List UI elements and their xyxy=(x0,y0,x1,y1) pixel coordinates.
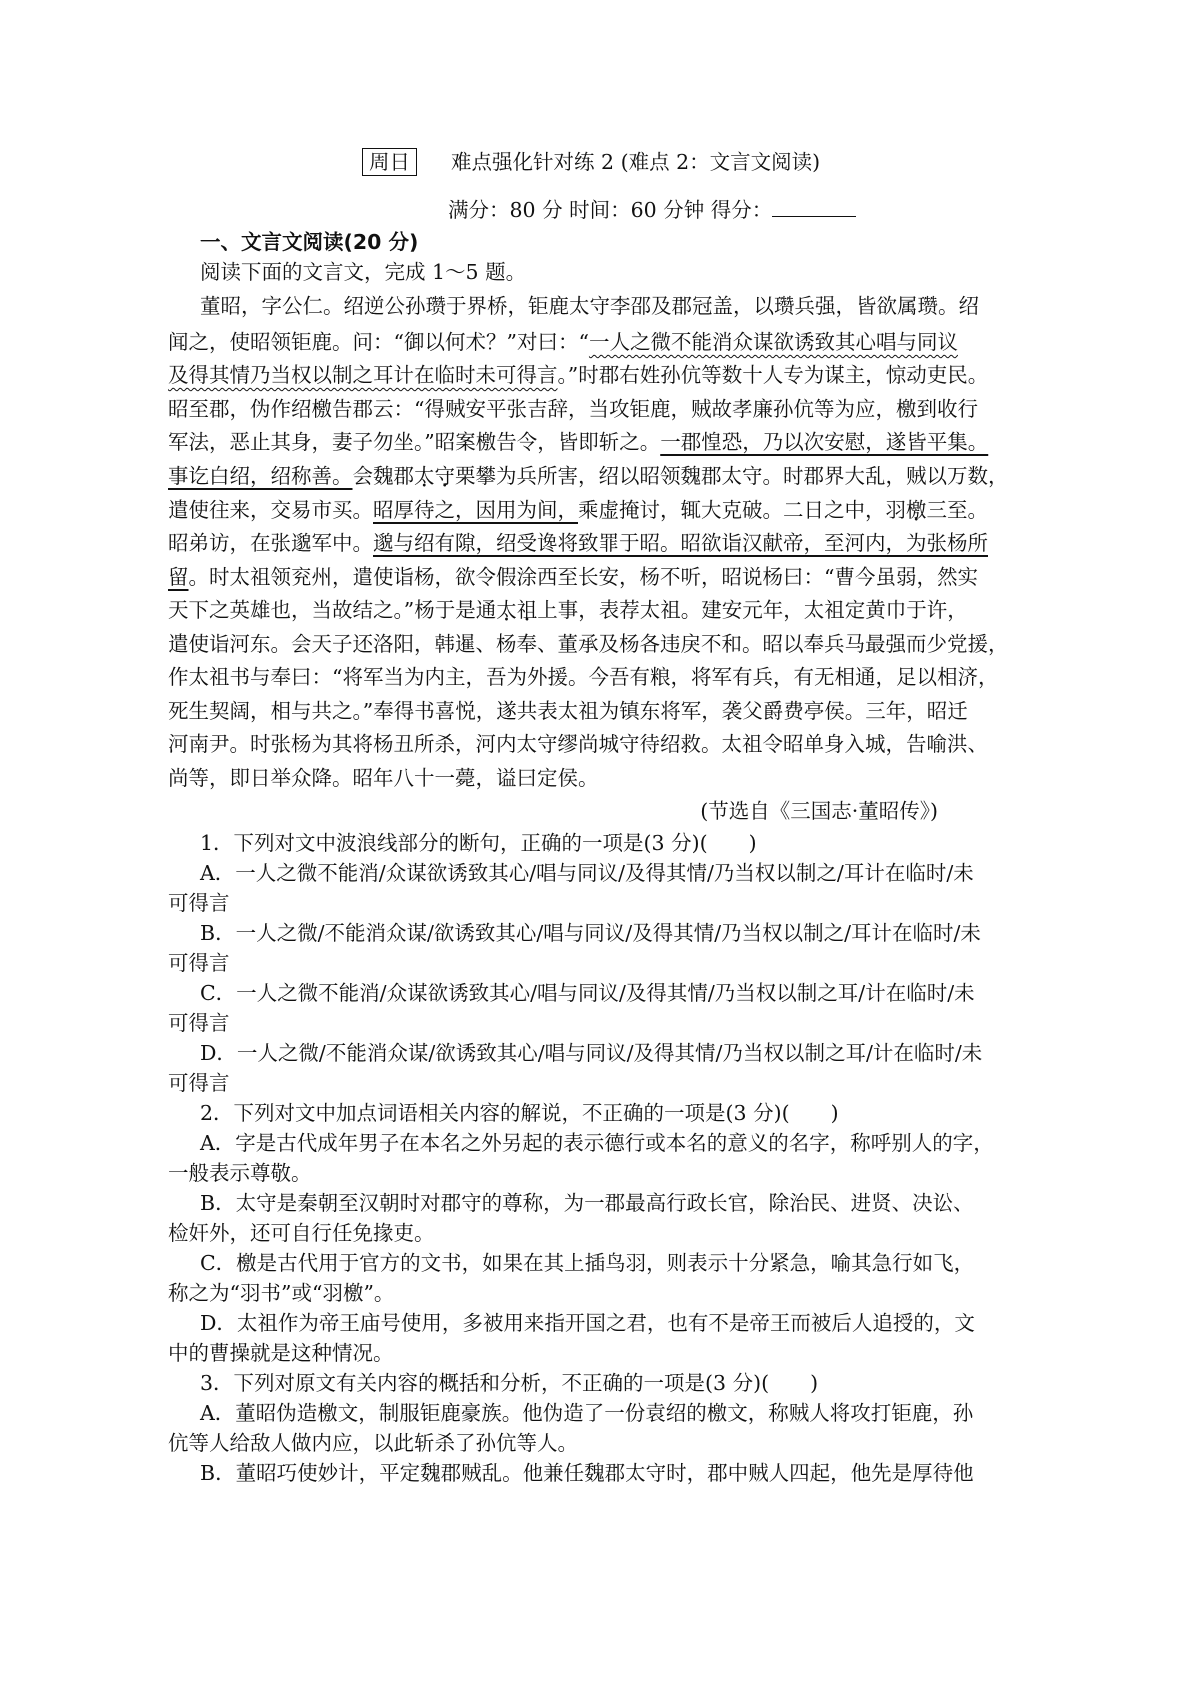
passage-line: 尚等，即日举众降。昭年八十一薨，谥曰定侯。 xyxy=(168,766,599,790)
passage-text: 遣使往来，交易市买。 xyxy=(168,498,373,522)
q3-option-a: A．董昭伪造檄文，制服钜鹿豪族。他伪造了一份袁绍的檄文，称贼人将攻打钜鹿，孙 xyxy=(200,1401,974,1425)
dotted-word: 太 xyxy=(496,598,517,622)
question-2-stem: 2．下列对文中加点词语相关内容的解说，不正确的一项是(3 分)( ) xyxy=(200,1101,839,1125)
wavy-underlined-sentence: 一人之微不能消众谋欲诱致其心唱与同议 xyxy=(588,330,958,354)
q1-option-d: D．一人之微/不能消众谋/欲诱致其心/唱与同议/及得其情/乃当权以制之耳/计在临时/未 xyxy=(200,1041,983,1065)
question-3-stem: 3．下列对原文有关内容的概括和分析，不正确的一项是(3 分)( ) xyxy=(200,1371,819,1395)
page-header xyxy=(362,148,820,176)
reading-instruction: 阅读下面的文言文，完成 1～5 题。 xyxy=(200,260,527,284)
dotted-word: 祖 xyxy=(516,598,538,622)
passage-line xyxy=(168,596,968,624)
q2-option-d: D．太祖作为帝王庙号使用，多被用来指开国之君，也有不是帝王而被后人追授的，文 xyxy=(200,1311,975,1335)
underlined-sentence: 昭厚待之，因用为间， xyxy=(373,498,578,522)
passage-line xyxy=(168,529,988,557)
passage-text: 上事，表荐太祖。建安元年，太祖定黄巾于许， xyxy=(537,598,968,622)
q2-option-b: B．太守是秦朝至汉朝时对郡守的尊称，为一郡最高行政长官，除治民、进贤、决讼、 xyxy=(200,1191,974,1215)
q3-option-b: B．董昭巧使妙计，平定魏郡贼乱。他兼任魏郡太守时，郡中贼人四起，他先是厚待他 xyxy=(200,1461,974,1485)
passage-line: 遣使诣河东。会天子还洛阳，韩暹、杨奉、董承及杨各违戾不和。昭以奉兵马最强而少党援， xyxy=(168,632,1009,656)
q1-option-c-cont: 可得言 xyxy=(168,1011,230,1035)
section-heading: 一、文言文阅读(20 分) xyxy=(200,230,419,254)
passage-line: 作太祖书与奉曰：“将军当为内主，吾为外援。今吾有粮，将军有兵，有无相通，足以相济， xyxy=(168,665,999,689)
q2-option-d-cont: 中的曹操就是这种情况。 xyxy=(168,1341,394,1365)
dotted-word: 守 xyxy=(434,464,455,488)
passage-line xyxy=(168,563,978,591)
question-1-stem: 1．下列对文中波浪线部分的断句，正确的一项是(3 分)( ) xyxy=(200,831,757,855)
passage-text: 闻之，使昭领钜鹿。问：“御以何术？”对曰：“ xyxy=(168,330,589,354)
passage-source: (节选自《三国志·董昭传》) xyxy=(700,799,938,823)
score-blank xyxy=(772,196,856,217)
q1-option-b-cont: 可得言 xyxy=(168,951,230,975)
dotted-word: 太 xyxy=(414,464,435,488)
q2-option-b-cont: 检奸外，还可自行任免掾吏。 xyxy=(168,1221,435,1245)
passage-line: 董昭，字公仁。绍逆公孙瓒于界桥，钜鹿太守李邵及郡冠盖，以瓒兵强，皆欲属瓒。绍 xyxy=(200,294,979,318)
passage-text: 军法，恶止其身，妻子勿坐。”昭案檄告令，皆即斩之。 xyxy=(168,430,661,454)
passage-line xyxy=(168,361,988,389)
passage-line: 河南尹。时张杨为其将杨丑所杀，河内太守缪尚城守待绍救。太祖令昭单身入城，告喻洪、 xyxy=(168,732,988,756)
score-line xyxy=(448,196,856,224)
q2-option-a: A．字是古代成年男子在本名之外另起的表示德行或本名的意义的名字，称呼别人的字， xyxy=(200,1131,994,1155)
page-title: 难点强化针对练 2 (难点 2：文言文阅读) xyxy=(451,150,821,174)
passage-line xyxy=(168,462,1009,490)
score-line-text: 满分：80 分 时间：60 分钟 得分： xyxy=(448,198,773,222)
passage-line xyxy=(168,328,958,356)
underlined-sentence: 事讫白绍，绍称善。 xyxy=(168,464,353,488)
q2-option-a-cont: 一般表示尊敬。 xyxy=(168,1161,312,1185)
passage-text: 。”时郡右姓孙伉等数十人专为谋主，惊动吏民。 xyxy=(557,363,989,387)
q3-option-a-cont: 伉等人给敌人做内应，以此斩杀了孙伉等人。 xyxy=(168,1431,578,1455)
passage-text: 昭弟访，在张邈军中。 xyxy=(168,531,373,555)
dotted-word: 檄 xyxy=(906,498,927,522)
q1-option-c: C．一人之微不能消/众谋欲诱致其心/唱与同议/及得其情/乃当权以制之耳/计在临时/未 xyxy=(200,981,975,1005)
passage-text: 天下之英雄也，当故结之。”杨于是通 xyxy=(168,598,497,622)
q1-option-a: A．一人之微不能消/众谋欲诱致其心/唱与同议/及得其情/乃当权以制之/耳计在临时/未 xyxy=(200,861,974,885)
passage-text: 会魏郡 xyxy=(352,464,414,488)
passage-text: 乘虚掩讨，辄大克破。二日之中，羽 xyxy=(578,498,906,522)
underlined-sentence: 邈与绍有隙，绍受谗将致罪于昭。昭欲诣汉献帝，至河内，为张杨所 xyxy=(373,531,988,555)
passage-text: 三至。 xyxy=(926,498,988,522)
passage-line: 死生契阔，相与共之。”奉得书喜悦，遂共表太祖为镇东将军，袭父爵费亭侯。三年，昭迁 xyxy=(168,699,968,723)
passage-text: 。时太祖领兖州，遣使诣杨，欲令假涂西至长安，杨不听，昭说杨曰：“曹今虽弱，然实 xyxy=(188,565,978,589)
wavy-underlined-sentence: 及得其情乃当权以制之耳计在临时未可得言 xyxy=(168,363,558,387)
q1-option-a-cont: 可得言 xyxy=(168,891,230,915)
q2-option-c: C．檄是古代用于官方的文书，如果在其上插鸟羽，则表示十分紧急，喻其急行如飞， xyxy=(200,1251,975,1275)
day-tag: 周日 xyxy=(362,148,417,176)
q1-option-b: B．一人之微/不能消众谋/欲诱致其心/唱与同议/及得其情/乃当权以制之/耳计在临时/未 xyxy=(200,921,981,945)
passage-line: 昭至郡，伪作绍檄告郡云：“得贼安平张吉辞，当攻钜鹿，贼故孝廉孙伉等为应，檄到收行 xyxy=(168,397,978,421)
passage-text: 栗攀为兵所害，绍以昭领魏郡太守。时郡界大乱，贼以万数， xyxy=(455,464,1009,488)
passage-line xyxy=(168,428,988,456)
underlined-sentence: 留 xyxy=(168,565,189,589)
underlined-sentence: 一郡惶恐，乃以次安慰，遂皆平集。 xyxy=(660,430,989,454)
q2-option-c-cont: 称之为“羽书”或“羽檄”。 xyxy=(168,1281,395,1305)
q1-option-d-cont: 可得言 xyxy=(168,1071,230,1095)
passage-line xyxy=(168,496,988,524)
